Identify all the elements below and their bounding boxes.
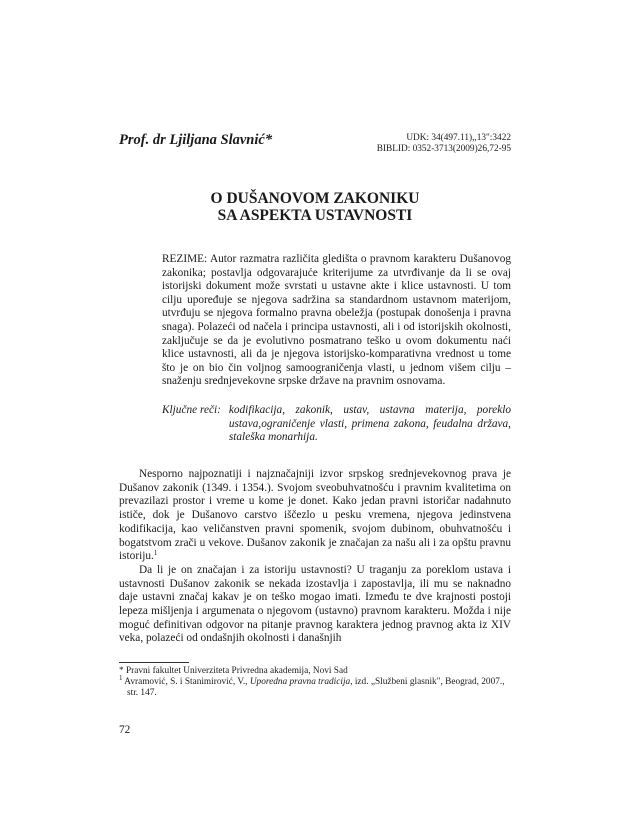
- body-paragraph-2: Da li je on značajan i za istoriju ustavnosti? U traganju za poreklom ustava i ustavnosti Dušanov zakonik se nekada izostavlja i zapostavlja, ili mu se naknadno daje ustavni značaj kakav je on teško mogao imati. Između te dve krajnosti postoji lepeza mišljenja i argumenata o njegovom (ustavno) pravnom karakteru. Možda i nije moguć definitivan odgovor na pitanje pravnog karaktera jednog pravnog akta iz XIV veka, polazeći od ondašnjih okolnosti i današnjih: [119, 563, 511, 645]
- footnote-affiliation: * Pravni fakultet Univerziteta Privredna akademija, Novi Sad: [119, 666, 348, 676]
- footnotes: [119, 666, 511, 699]
- footnote-1-book-title: Uporedna pravna tradicija: [249, 677, 351, 687]
- abstract: [162, 253, 511, 389]
- footnote-1-authors: Avramović, S. i Stanimirović, V.,: [122, 677, 250, 687]
- footnote-divider: [119, 662, 189, 663]
- classification-block: [311, 133, 511, 155]
- footnote-1-mark: 1: [119, 674, 123, 682]
- author-name: Prof. dr Ljiljana Slavnić*: [119, 132, 273, 148]
- paragraph-1-text: Nesporno najpoznatiji i najznačajniji izvor srpskog srednjevekovnog prava je Dušanov zakonik (1349. i 1354.). Svojom sveobuhvatnošću i pravnim kvalitetima on prevazilazi prostor i vreme u kome je donet. Kako jedan pravni istoričar nadahnuto ističe, dok je Dušanovo carstvo iščezlo u pesku vremena, njegova jedinstvena kodifikacija, kao veličanstven pravni spomenik, svojom dubinom, obuhvatnošću i bogatstvom zrači u vekove. Dušanov zakonik je značajan za našu ali i za opštu pravnu istoriju.: [119, 468, 511, 563]
- keywords-label: Ključne reči:: [162, 404, 221, 416]
- title-line-2: SA ASPEKTA USTAVNOSTI: [217, 207, 413, 224]
- footnote-ref-1[interactable]: 1: [153, 549, 158, 558]
- footnote-1: [119, 674, 511, 699]
- title-line-1: O DUŠANOVOM ZAKONIKU: [210, 190, 420, 207]
- keywords: [162, 404, 511, 445]
- body-paragraph-1: [119, 468, 511, 564]
- abstract-text: REZIME: Autor razmatra različita gledišta o pravnom karakteru Dušanovog zakonika; postavlja odgovarajuće kriterijume za utvrđivanje da li se ovaj istorijski dokument može svrstati u ustavne akte i klice ustavnosti. U tom cilju upoređuje se njegova sadržina sa standardnom ustavnom materijom, utvrđuju se njegova formalno pravna obeležja (postupak donošenja i pravna snaga). Polazeći od načela i principa ustavnosti, ali i od istorijskih okolnosti, zaključuje se da je evolutivno posmatrano teško u ovom dokumentu naći klice ustavnosti, ali da je njegova istorijsko-komparativna vrednost u tome što je on bio čin voljnog samoograničenja vlasti, u jednom višem cilju – snaženju srednjevekovne srpske države na pravnim osnovama.: [162, 253, 511, 388]
- footnote-1-publisher: , izd. „Službeni glasnik", Beograd, 2007., str. 147.: [127, 677, 505, 698]
- page-number: 72: [119, 724, 131, 736]
- article-title: [119, 190, 511, 224]
- body-text: [119, 468, 511, 646]
- keywords-text: kodifikacija, zakonik, ustav, ustavna materija, poreklo ustava,ograničenje vlasti, primena zakona, feudalna država, staleška monarhija.: [228, 404, 511, 444]
- biblid-code: BIBLID: 0352-3713(2009)26,72-95: [376, 144, 511, 154]
- udk-code: UDK: 34(497.11),,13":3422: [406, 133, 511, 143]
